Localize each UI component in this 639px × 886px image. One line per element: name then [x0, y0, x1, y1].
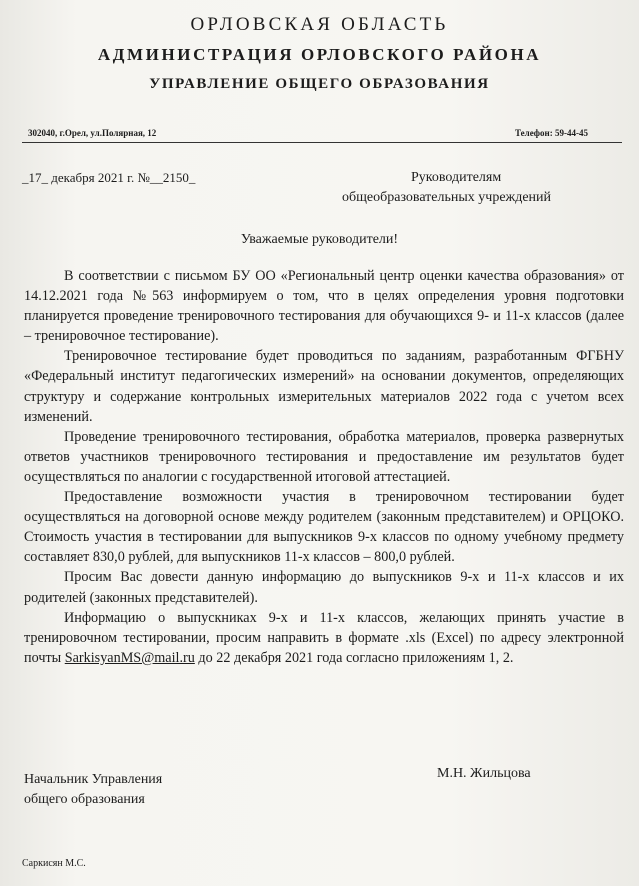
email-link[interactable]: SarkisyanMS@mail.ru: [64, 649, 195, 666]
header-address: 302040, г.Орел, ул.Полярная, 12: [28, 128, 157, 138]
header-administration: АДМИНИСТРАЦИЯ ОРЛОВСКОГО РАЙОНА: [97, 45, 542, 64]
recipient-line-1: Руководителям: [411, 170, 502, 185]
paragraph-5: Просим Вас довести данную информацию до выпускников 9-х и 11-х классов и их родителей (законных представителей).: [24, 569, 624, 606]
paragraph-6-text: Информацию о выпускниках 9-х и 11-х классов, желающих принять участие в тренировочном тестировании, просим направить в формате .xls (Excel) по адресу электронной почты: [24, 609, 624, 666]
signature-name: М.Н. Жильцова: [437, 766, 531, 781]
executor-name: Саркисян М.С.: [22, 858, 86, 869]
greeting: Уважаемые руководители!: [240, 232, 399, 247]
paragraph-2: Тренировочное тестирование будет проводиться по заданиям, разработанным ФГБНУ «Федеральный институт педагогических измерений» на основании документов, определяющих структуру и содержание контрольных измерительных материалов 2022 года с учетом всех изменений.: [24, 348, 624, 425]
paragraph-6-tail: до 22 декабря 2021 года согласно приложениям 1, 2.: [194, 649, 514, 666]
signature-title-line-2: общего образования: [24, 792, 145, 807]
paragraph-6: [24, 608, 624, 668]
paragraph-3: Проведение тренировочного тестирования, обработка материалов, проверка развернутых ответов участников тренировочного тестирования и предоставление им результатов будет осуществляться по аналогии с государственной итоговой аттестацией.: [24, 428, 624, 485]
header-phone: Телефон: 59-44-45: [515, 128, 588, 138]
letter-body: [24, 266, 624, 668]
paragraph-1: В соответствии с письмом БУ ОО «Региональный центр оценки качества образования» от 14.12.2021 года №563 информируем о том, что в целях определения уровня подготовки планируется проведение тренировочного тестирования для обучающихся 9- и 11-х классов (далее – тренировочное тестирование).: [24, 268, 624, 345]
recipient-line-2: общеобразовательных учреждений: [342, 190, 552, 205]
signature-title-line-1: Начальник Управления: [24, 772, 163, 787]
header-region: ОРЛОВСКАЯ ОБЛАСТЬ: [190, 14, 449, 35]
header-department: УПРАВЛЕНИЕ ОБЩЕГО ОБРАЗОВАНИЯ: [149, 76, 490, 92]
paragraph-4: Предоставление возможности участия в тренировочном тестировании будет осуществляться на договорной основе между родителем (законным представителем) и ОРЦОКО. Стоимость участия в тестировании для выпускников 9-х классов по одному учебному предмету составляет 830,0 рублей, для выпускников 11-х классов – 800,0 рублей.: [24, 489, 624, 566]
letter-date-number: _17_ декабря 2021 г. №__2150_: [22, 170, 196, 185]
header-divider: [22, 142, 622, 143]
